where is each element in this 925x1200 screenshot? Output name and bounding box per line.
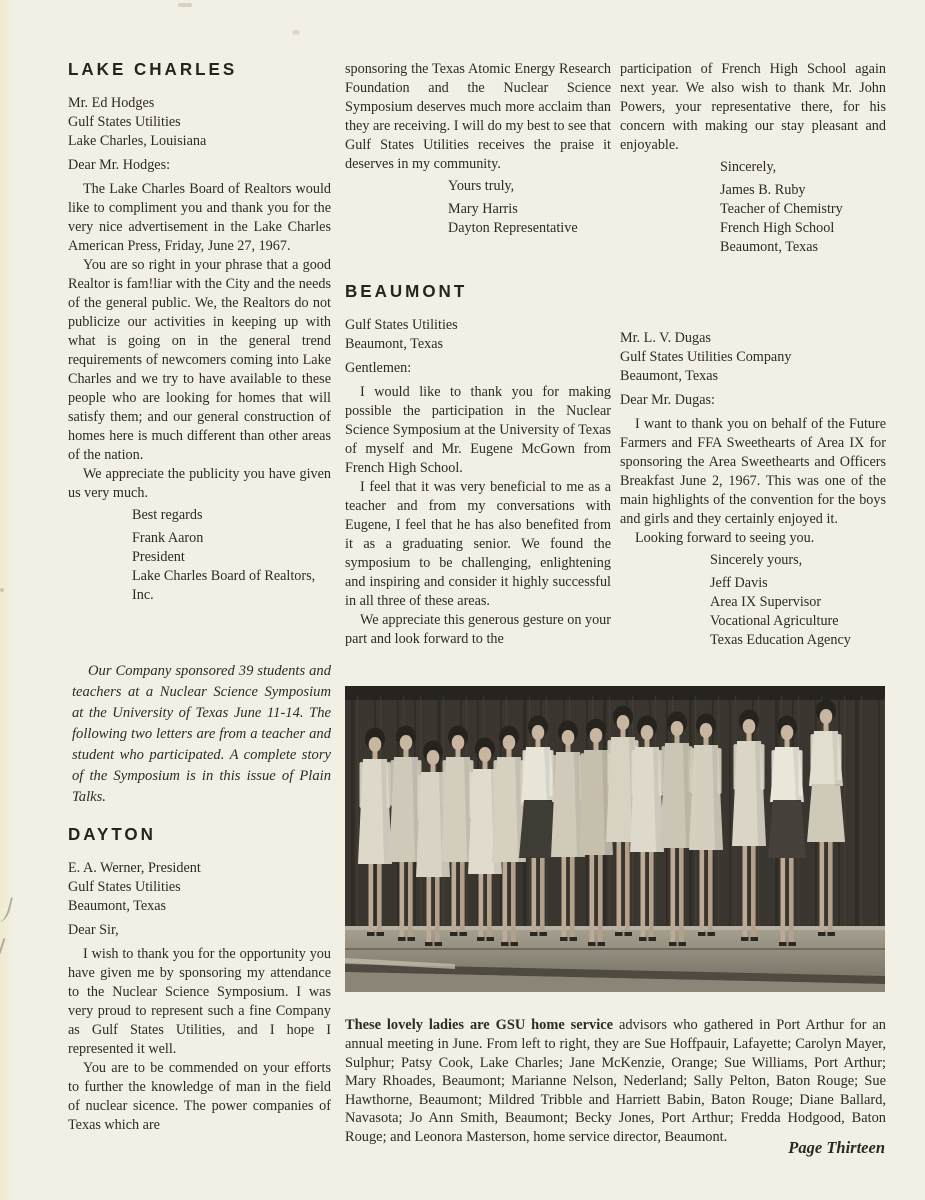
signature-line: Lake Charles Board of Realtors, Inc.: [132, 568, 316, 603]
signature-line: Texas Education Agency: [710, 632, 851, 648]
signature-line: Beaumont, Texas: [720, 239, 819, 255]
letter-address: [68, 94, 331, 151]
address-line: Gulf States Utilities Company: [620, 349, 792, 365]
address-line: Mr. L. V. Dugas: [620, 330, 711, 346]
letter-paragraph: I wish to thank you for the opportunity you have given me by sponsoring my attendance to the Nuclear Science Symposium. I was very proud to represent such a fine Company as Gulf States Utilities, and I hope I represented it well.: [68, 946, 331, 1057]
group-photo: [345, 686, 885, 992]
letter-paragraph: We appreciate the publicity you have given us very much.: [68, 466, 331, 501]
address-line: Gulf States Utilities: [68, 114, 181, 130]
pen-mark: [0, 895, 13, 923]
section-heading-dayton: DAYTON: [68, 824, 156, 845]
signature-line: Sincerely,: [720, 159, 777, 175]
section-heading-beaumont: BEAUMONT: [345, 281, 468, 302]
address-line: Beaumont, Texas: [68, 898, 167, 914]
letter-salutation: Dear Mr. Hodges:: [68, 157, 171, 173]
signature-line: Frank Aaron: [132, 530, 204, 546]
letter-address: [68, 859, 331, 916]
letter-signature: [620, 551, 886, 650]
column-2: [345, 60, 611, 649]
editor-note: Our Company sponsored 39 students and teachers at a Nuclear Science Symposium at the University of Texas June 11-14. The following two letters are from a teacher and student who participated. A complete story of the Symposium is in this issue of Plain Talks.: [72, 663, 331, 805]
column-1: [68, 60, 331, 1135]
letter-paragraph: Looking forward to seeing you.: [635, 530, 815, 546]
address-line: Beaumont, Texas: [620, 368, 719, 384]
signature-line: Teacher of Chemistry: [720, 201, 843, 217]
letter-paragraph: The Lake Charles Board of Realtors would like to compliment you and thank you for the very nice advertisement in the Lake Charles American Press, Friday, June 27, 1967.: [68, 181, 331, 254]
signature-line: Jeff Davis: [710, 575, 768, 591]
scan-artifact: [178, 3, 192, 7]
address-line: Mr. Ed Hodges: [68, 95, 155, 111]
signature-line: Yours truly,: [448, 178, 515, 194]
letter-salutation: Dear Mr. Dugas:: [620, 392, 715, 408]
address-line: Gulf States Utilities: [345, 317, 458, 333]
section-heading-lake-charles: LAKE CHARLES: [68, 59, 238, 80]
address-line: Beaumont, Texas: [345, 336, 444, 352]
scan-artifact: [292, 30, 300, 35]
letter-signature: [68, 506, 331, 605]
address-line: E. A. Werner, President: [68, 860, 201, 876]
dugas-letter: [620, 329, 886, 650]
signature-line: Sincerely yours,: [710, 552, 803, 568]
page-number: Page Thirteen: [788, 1138, 885, 1157]
letter-salutation: Gentlemen:: [345, 360, 412, 376]
letter-paragraph: You are so right in your phrase that a good Realtor is fam!liar with the City and the needs of the general public. We, the Realtors do not publicize our activities in keeping up with what is going on in the general trend requirements of newcomers coming into Lake Charles and we try to have available to these people who are looking for homes that will satisfy them; and our general construction of homes here is much different than other areas of the nation.: [68, 257, 331, 463]
address-line: Lake Charles, Louisiana: [68, 133, 207, 149]
letter-address: [345, 316, 611, 354]
address-line: Gulf States Utilities: [68, 879, 181, 895]
letter-paragraph-continuation: sponsoring the Texas Atomic Energy Research Foundation and the Nuclear Science Symposium deserves much more acclaim than they are receiving. I will do my best to see that Gulf States Utilities receives the praise it deserves in my community.: [345, 61, 611, 172]
letter-paragraph: I feel that it was very beneficial to me as a teacher and from my conversations with Eugene, I feel that he has also benefited from it as a graduating senior. We found the symposium to be challenging, enlightening and inspiring and consider it highly successful in all three of these areas.: [345, 479, 611, 609]
letter-paragraph-continuation: participation of French High School again next year. We also wish to thank Mr. John Powers, your representative there, for his concern with making our stay pleasant and enjoyable.: [620, 61, 886, 153]
signature-line: Area IX Supervisor: [710, 594, 822, 610]
letter-signature: [620, 158, 886, 257]
letter-signature: [345, 177, 611, 238]
signature-line: Best regards: [132, 507, 203, 523]
signature-line: Mary Harris: [448, 201, 518, 217]
letter-salutation: Dear Sir,: [68, 922, 119, 938]
photo-caption: [345, 1016, 886, 1146]
signature-line: James B. Ruby: [720, 182, 806, 198]
pen-mark: [0, 588, 4, 592]
letter-address: [620, 329, 886, 386]
letter-paragraph: I would like to thank you for making possible the participation in the Nuclear Science Symposium at the University of Texas of myself and Mr. Eugene McGown from French High School.: [345, 384, 611, 476]
letter-paragraph: You are to be commended on your efforts to further the knowledge of man in the field of nuclear sicence. The power companies of Texas which are: [68, 1060, 331, 1133]
photo-caption-body: advisors who gathered in Port Arthur for an annual meeting in June. From left to right, they are Sue Hoffpauir, Lafayette; Carolyn Mayer, Sulphur; Patsy Cook, Lake Charles; Jane McKenzie, Orange; Sue Williams, Port Arthur; Mary Rhoades, Beaumont; Marianne Nelson, Nederland; Sally Pelton, Baton Rouge; Sue Hawthorne, Beaumont; Mildred Tribble and Harriett Babin, Baton Rouge; Diane Ballard, Navasota; Jo Ann Smith, Beaumont; Becky Jones, Port Arthur; Fredda Hodgood, Baton Rouge; and Leonora Masterson, home service director, Beaumont.: [345, 1017, 886, 1145]
column-3: [620, 60, 886, 650]
signature-line: President: [132, 549, 185, 565]
signature-line: French High School: [720, 220, 835, 236]
signature-line: Dayton Representative: [448, 220, 578, 236]
letter-paragraph: We appreciate this generous gesture on your part and look forward to the: [345, 612, 611, 647]
letter-paragraph: I want to thank you on behalf of the Future Farmers and FFA Sweethearts of Area IX for sponsoring the Area Sweethearts and Officers Breakfast June 2, 1967. This was one of the main highlights of the convention for the boys and girls and they certainly enjoyed it.: [620, 416, 886, 527]
photo-caption-lead: These lovely ladies are GSU home service: [345, 1017, 614, 1034]
signature-line: Vocational Agriculture: [710, 613, 839, 629]
pen-mark: [0, 938, 5, 954]
group-photo-illustration: [345, 686, 885, 992]
